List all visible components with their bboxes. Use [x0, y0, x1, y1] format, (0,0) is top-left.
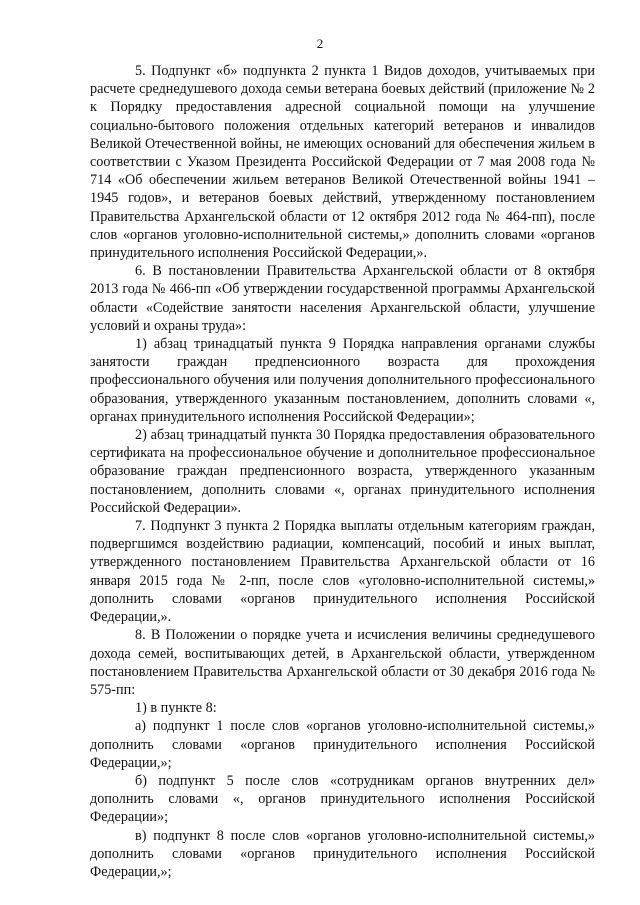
paragraph-6-1: 1) абзац тринадцатый пункта 9 Порядка направления органами службы занятости граждан предпенсионного возраста для прохождения профессионального обучения или получения дополнительного профессионального образования, утвержденного указанным постановлением, дополнить словами «, органах принудительного исполнения Российской Федерации»; [90, 336, 595, 425]
paragraph-5: 5. Подпункт «б» подпункта 2 пункта 1 Видов доходов, учитываемых при расчете среднедушевого дохода семьи ветерана боевых действий (приложение № 2 к Порядку предоставления адресной социальной помощи на улучшение социально-бытового положения отдельных категорий ветеранов и инвалидов Великой Отечественной войны, не имеющих оснований для обеспечения жильем в соответствии с Указом Президента Российской Федерации от 7 мая 2008 года № 714 «Об обеспечении жильем ветеранов Великой Отечественной войны 1941 – 1945 годов», и ветеранов боевых действий, утвержденному постановлением Правительства Архангельской области от 12 октября 2012 года № 464-пп), после слов «органов уголовно-исполнительной системы,» дополнить словами «органов принудительного исполнения Российской Федерации,». [90, 63, 595, 262]
paragraph-8-1-a: а) подпункт 1 после слов «органов уголовно-исполнительной системы,» дополнить словами «органов принудительного исполнения Российской Федерации,»; [90, 718, 595, 771]
paragraph-8-1: 1) в пункте 8: [135, 700, 217, 717]
paragraph-8-1-c: в) подпункт 8 после слов «органов уголовно-исполнительной системы,» дополнить словами «органов принудительного исполнения Российской Федерации,»; [90, 827, 595, 880]
paragraph-7: 7. Подпункт 3 пункта 2 Порядка выплаты отдельным категориям граждан, подвергшимся воздействию радиации, компенсаций, пособий и иных выплат, утвержденного постановлением Правительства Архангельской области от 16 января 2015 года № 2-пп, после слов «уголовно-исполнительной системы,» дополнить словами «органов принудительного исполнения Российской Федерации,». [90, 518, 595, 626]
paragraph-8-1-b: б) подпункт 5 после слов «сотрудникам органов внутренних дел» дополнить словами «, органов принудительного исполнения Российской Федерации»; [90, 772, 595, 826]
paragraph-8: 8. В Положении о порядке учета и исчисления величины среднедушевого дохода семей, воспитывающих детей, в Архангельской области, утвержденном постановлением Правительства Архангельской области от 30 декабря 2016 года № 575-пп: [90, 627, 595, 698]
document-body [90, 62, 595, 881]
paragraph-6: 6. В постановлении Правительства Архангельской области от 8 октября 2013 года № 466-пп «Об утверждении государственной программы Архангельской области «Содействие занятости населения Архангельской области, улучшение условий и охраны труда»: [90, 263, 595, 334]
page-number: 2 [316, 36, 324, 51]
paragraph-6-2: 2) абзац тринадцатый пункта 30 Порядка предоставления образовательного сертификата на профессиональное обучение и дополнительное профессиональное образование граждан предпенсионного возраста, утвержденного указанным постановлением, дополнить словами «, органах принудительного исполнения Российской Федерации». [90, 427, 595, 516]
